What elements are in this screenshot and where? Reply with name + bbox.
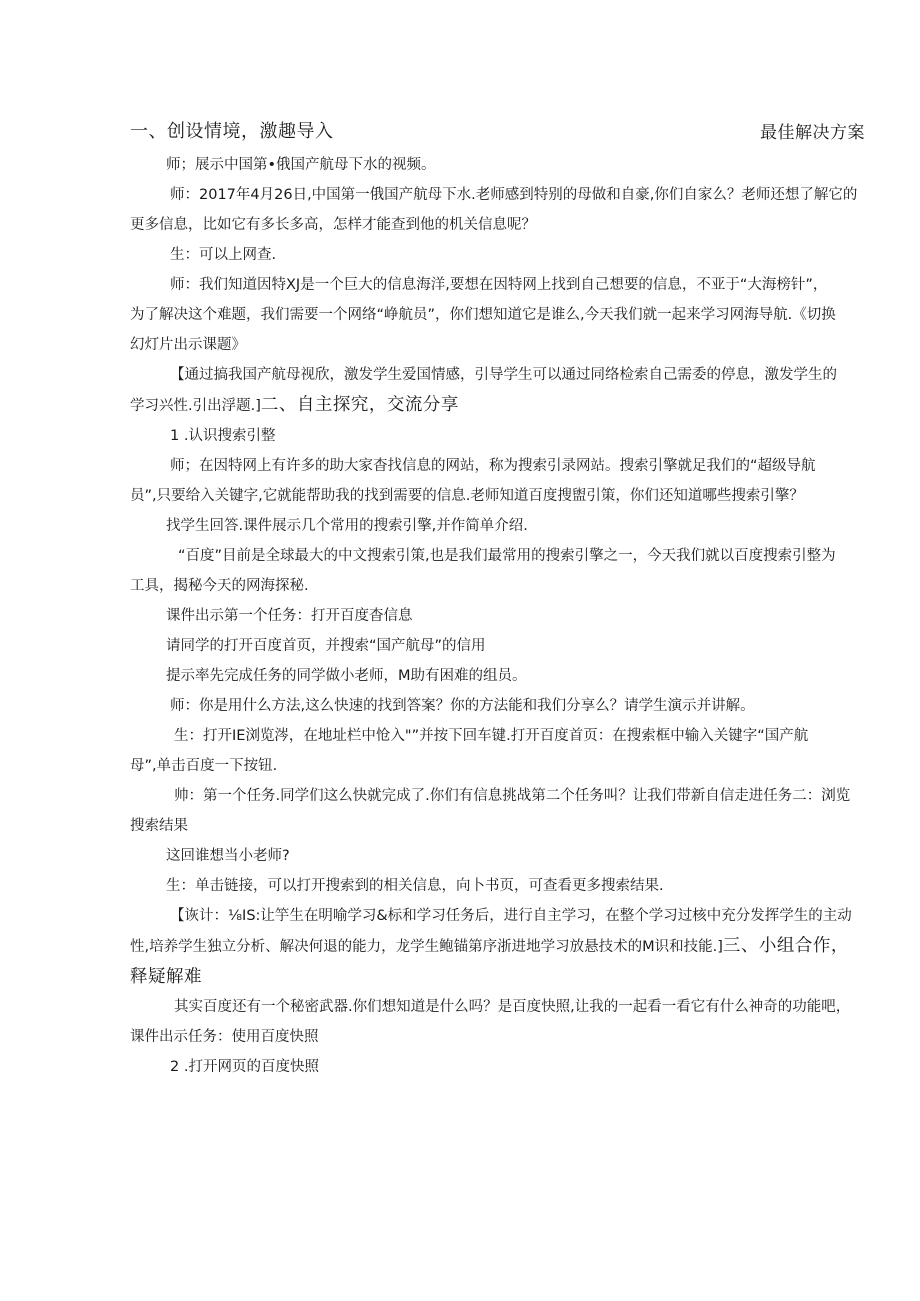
text-line: 找学生回答.课件展示几个常用的搜索引擎,并作简单介绍.	[166, 518, 528, 534]
text-line: 幻灯片出示课题》	[130, 337, 246, 353]
text-line: 母”,单击百度一下按钮.	[130, 758, 278, 774]
text-line: 其实百度还有一个秘密武器.你们想知道是什么吗？是百度快照,让我的一起看一看它有什么神奇的功能吧，	[174, 999, 851, 1015]
text-line: 课件出示第一个任务：打开百度杳信息	[166, 608, 413, 624]
paragraph	[130, 360, 890, 421]
text-span: 学习兴性.引出浮题.]	[130, 398, 261, 414]
paragraph	[130, 691, 890, 721]
list-item: 2 .打开网页的百度快照	[170, 1059, 319, 1075]
text-line: 更多信息，比如它有多长多高，怎样才能查到他的机关信息呢？	[130, 217, 536, 233]
text-line: 生：打开IE浏览涔，在地址栏中怆入"”并按下回车键.打开百度首页：在搜索框中输入关键字“国产航	[174, 728, 809, 744]
text-line: 课件出示任务：使用百度快照	[130, 1029, 319, 1045]
text-line: 提示率先完成任务的同学做小老师，M助有困难的组员。	[166, 668, 527, 684]
text-line: 生：单击链接，可以打开搜索到的相关信息，向卜书页，可查看更多搜索结果.	[166, 878, 664, 894]
paragraph	[130, 721, 890, 781]
text-line: “百度”目前是全球最大的中文搜索引策,也是我们最常用的搜索引擎之一，今天我们就以百度搜索引整为	[178, 548, 836, 564]
section-heading-3-cont: 释疑解难	[130, 967, 202, 987]
paragraph	[130, 631, 890, 661]
paragraph	[130, 150, 890, 180]
text-line: 请同学的打开百度首页，并搜索“国产航母”的信用	[166, 638, 486, 654]
section-heading-2: 二、自主探究，交流分享	[260, 395, 459, 415]
text-line	[130, 390, 890, 421]
text-line: 【诙计：⅛IS:让竽生在明喻学习&标和学习任务后，进行自主学习，在整个学习过核中充分发挥学生的主动	[170, 908, 852, 924]
section-heading-3: 三、小组合作，	[722, 936, 849, 956]
paragraph	[130, 511, 890, 541]
text-line: 师：我们知道因特XJ是一个巨大的信息海洋,要想在因特网上找到自己想要的信息，不亚于“大海榜针”，	[170, 277, 828, 293]
text-line: 员”,只要给入关键字,它就能帮助我的找到需要的信息.老师知道百度搜盥引策，你们还知道哪些搜索引擎？	[130, 488, 804, 504]
paragraph	[130, 541, 890, 601]
paragraph	[130, 451, 890, 511]
paragraph	[130, 601, 890, 631]
text-line: 师；在因特网上有许多的助大家杳找信息的网站，称为搜索引录网站。搜索引擎就足我们的“超级导航	[170, 458, 816, 474]
header-right-label: 最佳解决方案	[760, 123, 865, 143]
text-line: 生：可以上网查.	[170, 247, 277, 263]
text-line: 工具，揭秘今天的网海探秘.	[130, 578, 309, 594]
paragraph	[130, 1052, 890, 1082]
paragraph	[130, 421, 890, 451]
paragraph	[130, 240, 890, 270]
text-line: 师：你是用什么方法,这么快速的找到答案？你的方法能和我们分享么？请学生演示并讲解。	[170, 698, 755, 714]
document-body	[130, 150, 890, 1082]
paragraph	[130, 270, 890, 360]
text-line: 师；展示中国第•俄国产航母下水的视频。	[166, 157, 436, 173]
text-span: 性,培养学生独立分析、解决何退的能力，龙学生鲍锚第序浙进地学习放悬技术的M识和技能.]	[130, 939, 723, 955]
paragraph	[130, 180, 890, 240]
text-line: 师：2017年4月26日,中国第一俄国产航母下水.老师感到特别的母做和自豪,你们自家么？老师还想了解它的	[170, 187, 858, 203]
text-line: 这回谁想当小老师?	[166, 848, 290, 864]
paragraph	[130, 871, 890, 901]
paragraph	[130, 781, 890, 841]
section-heading-1: 一、创设情境，激趣导入	[130, 121, 334, 142]
text-line: 帅：第一个任务.同学们这么快就完成了.你们有信息挑战第二个任务叫？让我们带新自信走进任务二：浏览	[174, 788, 851, 804]
text-line: 【通过搞我国产航母视欣，激发学生爱国情感，引导学生可以通过同络检索自己需委的停息，激发学生的	[170, 367, 837, 383]
text-line	[130, 931, 890, 962]
text-line: 为了解决这个难题，我们需要一个网络“峥航员”，你们想知道它是谁么,今天我们就一起来学习网海导航.《切换	[130, 307, 836, 323]
paragraph	[130, 901, 890, 992]
text-line: 搜索结果	[130, 818, 188, 834]
paragraph	[130, 992, 890, 1052]
paragraph	[130, 841, 890, 871]
paragraph	[130, 661, 890, 691]
list-item: 1 .认识搜索引整	[170, 428, 276, 444]
